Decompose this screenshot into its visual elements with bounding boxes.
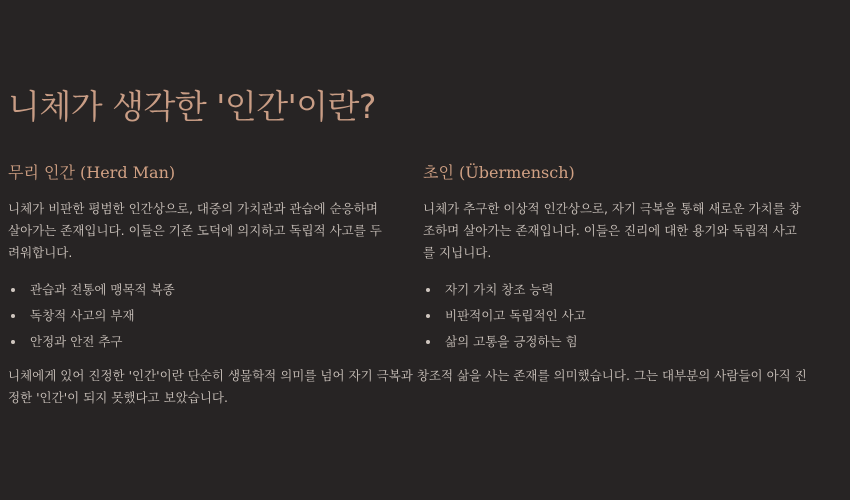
herd-man-heading [8, 161, 386, 185]
list-item [8, 277, 386, 303]
herd-man-list [8, 277, 386, 355]
ubermensch-column [423, 161, 801, 355]
bullet-dot-icon [426, 288, 430, 292]
list-item [423, 303, 801, 329]
herd-man-heading-ko: 무리 인간 [8, 163, 75, 182]
list-item-text: 독창적 사고의 부재 [30, 308, 135, 323]
herd-man-description: 니체가 비판한 평범한 인간상으로, 대중의 가치관과 관습에 순응하며 살아가는 존재입니다. 이들은 기존 도덕에 의지하고 독립적 사고를 두려워합니다. [8, 201, 382, 260]
bullet-dot-icon [426, 314, 430, 318]
list-item [423, 329, 801, 355]
list-item-text: 삶의 고통을 긍정하는 힘 [445, 334, 578, 349]
conclusion-text: 니체에게 있어 진정한 '인간'이란 단순히 생물학적 의미를 넘어 자기 극복과 창조적 삶을 사는 존재를 의미했습니다. 그는 대부분의 사람들이 아직 진정한 '인간'이 되지 못했다고 보았습니다. [8, 368, 807, 405]
herd-man-heading-en: (Herd Man) [80, 163, 176, 182]
bullet-dot-icon [11, 314, 15, 318]
ubermensch-heading [423, 161, 801, 185]
ubermensch-list [423, 277, 801, 355]
list-item [8, 303, 386, 329]
list-item [8, 329, 386, 355]
list-item-text: 비판적이고 독립적인 사고 [445, 308, 586, 323]
bullet-dot-icon [426, 340, 430, 344]
ubermensch-heading-en: (Übermensch) [459, 163, 575, 182]
bullet-dot-icon [11, 340, 15, 344]
list-item-text: 안정과 안전 추구 [30, 334, 123, 349]
ubermensch-heading-ko: 초인 [423, 163, 454, 182]
herd-man-column [8, 161, 386, 355]
bullet-dot-icon [11, 288, 15, 292]
page-title: 니체가 생각한 '인간'이란? [8, 87, 376, 126]
list-item-text: 자기 가치 창조 능력 [445, 282, 554, 297]
ubermensch-description: 니체가 추구한 이상적 인간상으로, 자기 극복을 통해 새로운 가치를 창조하며 살아가는 존재입니다. 이들은 진리에 대한 용기와 독립적 사고를 지닙니다. [423, 201, 801, 260]
list-item-text: 관습과 전통에 맹목적 복종 [30, 282, 175, 297]
list-item [423, 277, 801, 303]
